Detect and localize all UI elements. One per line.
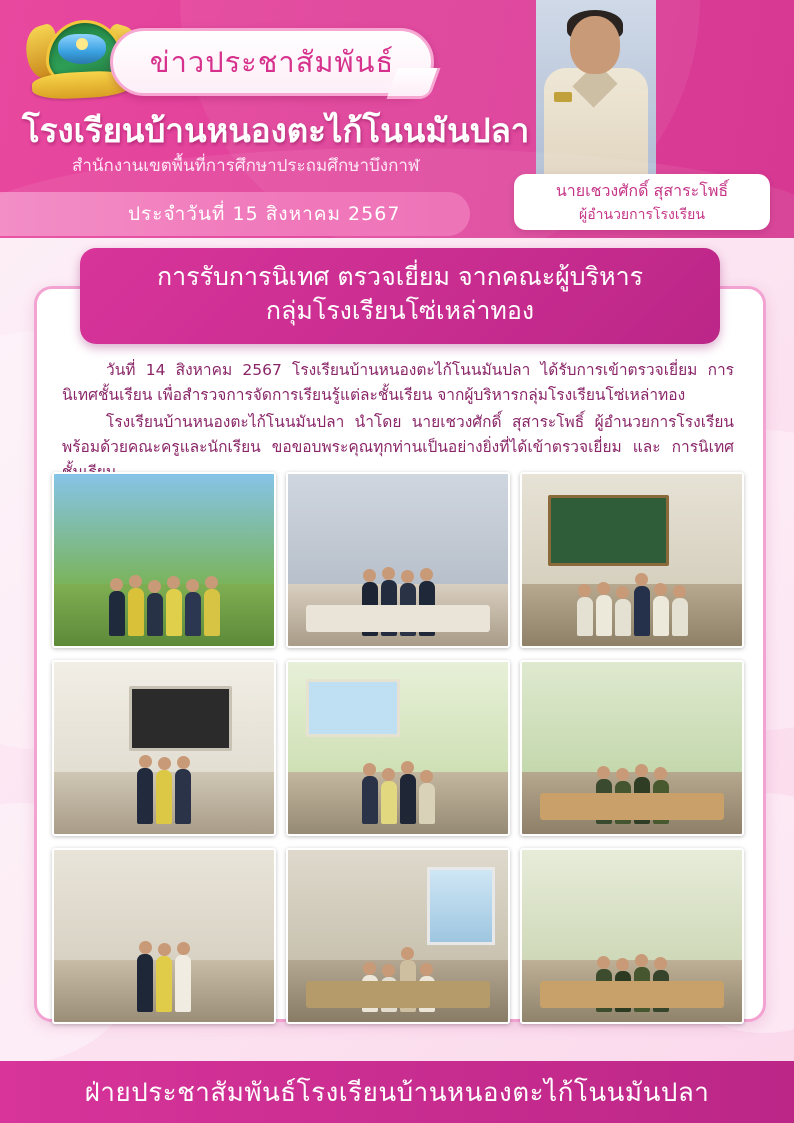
school-name: โรงเรียนบ้านหนองตะไก้โนนมันปลา bbox=[22, 111, 530, 150]
person bbox=[381, 781, 397, 823]
office-name: สำนักงานเขตพื้นที่การศึกษาประถมศึกษาบึงกาฬ bbox=[72, 156, 420, 176]
photo-subjects bbox=[54, 539, 274, 635]
director-name: นายเชวงศักดิ์ สุสาระโพธิ์ bbox=[555, 180, 729, 200]
photo-subjects bbox=[54, 727, 274, 823]
person bbox=[147, 593, 163, 635]
person bbox=[128, 588, 144, 636]
headline-line-2: กลุ่มโรงเรียนโซ่เหล่าทอง bbox=[265, 295, 535, 325]
person bbox=[400, 774, 416, 824]
photo-classroom-teachers-standing[interactable] bbox=[52, 660, 276, 836]
director-role: ผู้อำนวยการโรงเรียน bbox=[579, 206, 705, 223]
student bbox=[653, 596, 669, 635]
photo-grid bbox=[52, 472, 744, 1024]
photo-subjects bbox=[522, 539, 742, 635]
announcement-label: ข่าวประชาสัมพันธ์ bbox=[149, 45, 395, 79]
photo-subjects bbox=[288, 727, 508, 823]
person bbox=[175, 769, 191, 824]
person bbox=[156, 770, 172, 824]
person bbox=[185, 592, 201, 635]
student bbox=[615, 599, 631, 636]
photo-students-writing-activity[interactable] bbox=[520, 848, 744, 1024]
footer-text: ฝ่ายประชาสัมพันธ์โรงเรียนบ้านหนองตะไก้โนนมันปลา bbox=[84, 1077, 710, 1108]
director-name-card bbox=[514, 174, 770, 230]
body-paragraph-1: วันที่ 14 สิงหาคม 2567 โรงเรียนบ้านหนองตะไก้โนนมันปลา ได้รับการเข้าตรวจเยี่ยม การนิเทศชั้นเรียน เพื่อสำรวจการจัดการเรียนรู้แต่ละชั้นเรียน จากผู้บริหารกลุ่มโรงเรียนโซ่เหล่าทอง bbox=[62, 361, 734, 405]
person bbox=[166, 589, 182, 635]
student-desk bbox=[540, 793, 725, 821]
person bbox=[362, 776, 378, 824]
emblem-sun-icon bbox=[76, 38, 88, 50]
person bbox=[175, 955, 191, 1012]
body-text bbox=[62, 358, 734, 488]
photo-classroom-visit-observation[interactable] bbox=[286, 660, 510, 836]
poster-header bbox=[0, 0, 794, 238]
portrait-face bbox=[570, 16, 620, 74]
date-label: ประจำวันที่ 15 สิงหาคม 2567 bbox=[128, 203, 401, 225]
student bbox=[672, 598, 688, 636]
body-paragraph-2: โรงเรียนบ้านหนองตะไก้โนนมันปลา นำโดย นายเชวงศักดิ์ สุสาระโพธิ์ ผู้อำนวยการโรงเรียน พร้อมด้วยคณะครูและนักเรียน ขอขอบพระคุณทุกท่านเป็นอย่างยิ่งที่ได้เข้าตรวจเยี่ยม และ การนิเทศ bbox=[62, 413, 734, 457]
portrait-badge bbox=[554, 92, 572, 102]
classroom-desks bbox=[306, 981, 491, 1009]
photo-students-at-desks[interactable] bbox=[520, 660, 744, 836]
person bbox=[156, 956, 172, 1012]
headline-line-1: การรับการนิเทศ ตรวจเยี่ยม จากคณะผู้บริหาร bbox=[156, 262, 644, 291]
director-portrait bbox=[536, 0, 656, 190]
photo-group-outdoor-garden[interactable] bbox=[52, 472, 276, 648]
student bbox=[596, 595, 612, 635]
headline-banner bbox=[80, 248, 720, 344]
date-bar bbox=[0, 192, 470, 236]
person bbox=[419, 783, 435, 823]
person bbox=[204, 589, 220, 636]
person bbox=[137, 768, 153, 824]
student-desk bbox=[540, 981, 725, 1009]
photo-subjects bbox=[54, 915, 274, 1011]
meeting-table bbox=[306, 605, 491, 633]
teacher bbox=[634, 586, 650, 636]
poster-footer bbox=[0, 1061, 794, 1123]
photo-classroom-lesson-wide[interactable] bbox=[286, 848, 510, 1024]
person bbox=[109, 591, 125, 635]
photo-classroom-students-greeting[interactable] bbox=[520, 472, 744, 648]
photo-meeting-table-teachers[interactable] bbox=[286, 472, 510, 648]
announcement-plaque bbox=[110, 28, 434, 96]
photo-staff-group-indoor[interactable] bbox=[52, 848, 276, 1024]
student bbox=[577, 597, 593, 636]
person bbox=[137, 954, 153, 1012]
